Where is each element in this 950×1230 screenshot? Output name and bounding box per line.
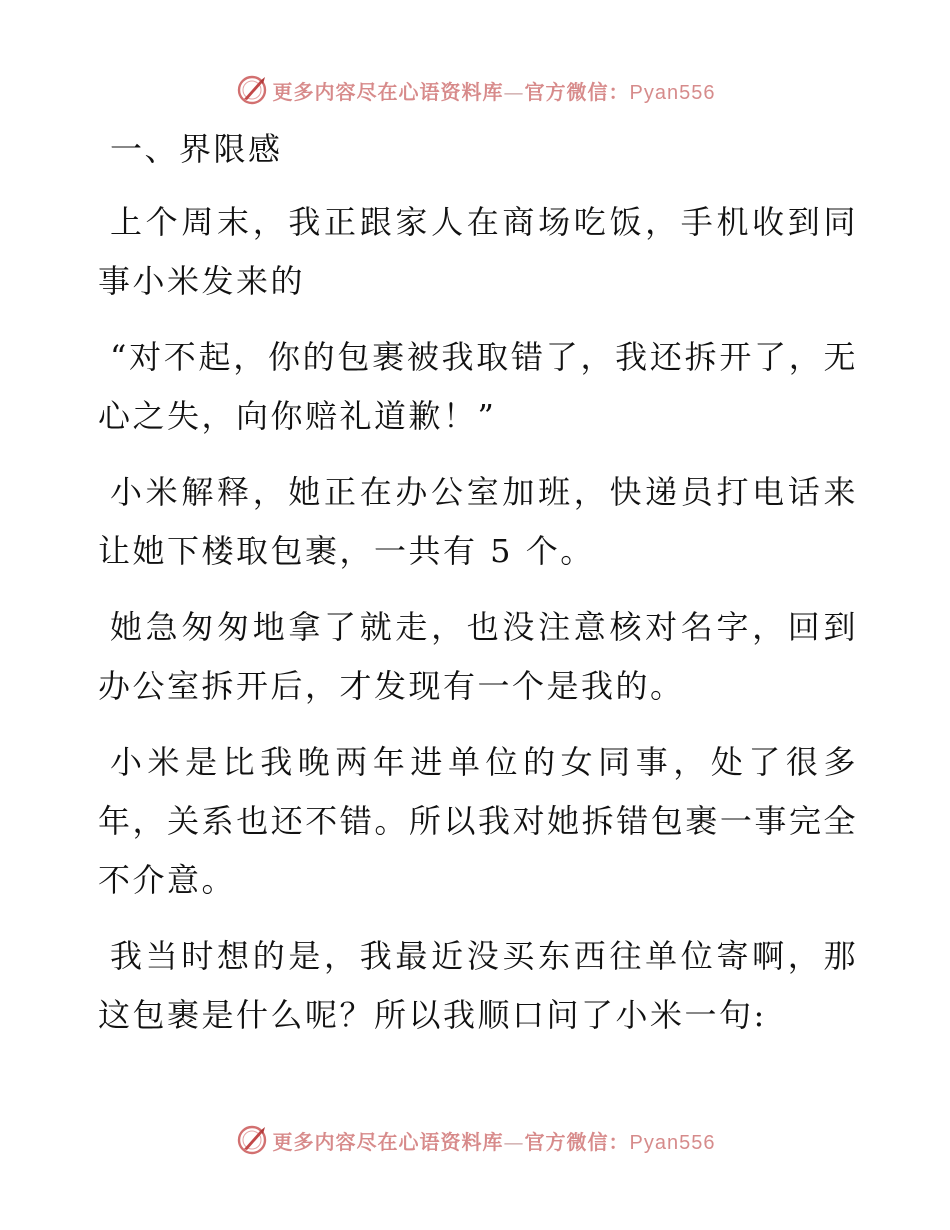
paragraph-6: 我当时想的是，我最近没买东西往单位寄啊，那这包裹是什么呢？所以我顺口问了小米一句: xyxy=(98,937,858,1034)
watermark-handle: Pyan556 xyxy=(629,81,716,104)
watermark-text: 更多内容尽在心语资料库—官方微信：Pyan556 xyxy=(272,79,716,104)
paragraph-1: 上个周末，我正跟家人在商场吃饭，手机收到同事小米发来的 xyxy=(98,203,858,300)
section-heading: 一、界限感 xyxy=(110,130,283,168)
paragraph-5: 小米是比我晚两年进单位的女同事，处了很多年，关系也还不错。所以我对她拆错包裹一事完全不介意。 xyxy=(98,743,858,899)
quill-pen-circle-icon xyxy=(235,73,269,107)
paragraph-3: 小米解释，她正在办公室加班，快递员打电话来让她下楼取包裹，一共有 5 个。 xyxy=(98,473,858,570)
watermark-handle: Pyan556 xyxy=(629,1131,716,1154)
document-body xyxy=(98,125,858,1062)
footer-watermark xyxy=(0,1120,950,1160)
quill-pen-circle-icon xyxy=(235,1123,269,1157)
header-watermark xyxy=(0,70,950,110)
paragraph-2: “对不起，你的包裹被我取错了，我还拆开了，无心之失，向你赔礼道歉！” xyxy=(98,338,858,435)
paragraph-4: 她急匆匆地拿了就走，也没注意核对名字，回到办公室拆开后，才发现有一个是我的。 xyxy=(98,608,858,705)
watermark-text: 更多内容尽在心语资料库—官方微信：Pyan556 xyxy=(272,1129,716,1154)
